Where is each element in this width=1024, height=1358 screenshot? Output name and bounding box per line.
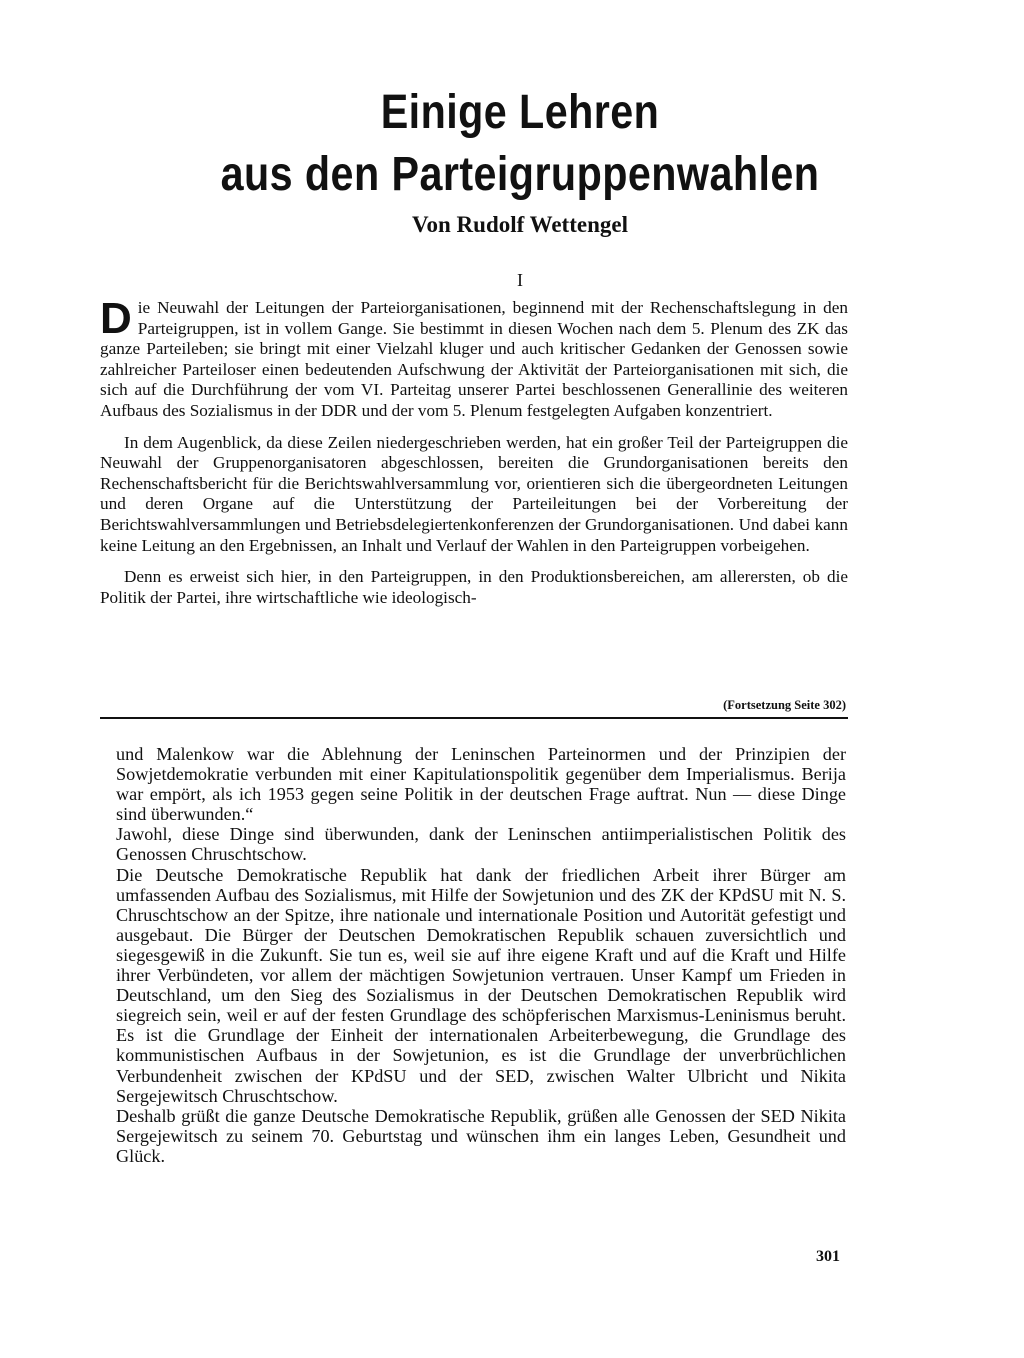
title-line-1: Einige Lehren — [380, 86, 660, 139]
title-line-2: aus den Parteigruppenwahlen — [220, 148, 820, 201]
continuation-paragraph-2: Jawohl, diese Dinge sind überwunden, dank der Leninschen antiimperialistischen Politik des Genossen Chruschtschow. — [116, 824, 846, 865]
author-byline: Von Rudolf Wettengel — [412, 212, 628, 237]
section-divider — [100, 717, 848, 719]
paragraph-1-text: ie Neuwahl der Leitungen der Parteiorganisationen, beginnend mit der Rechenschaftslegung in den Parteigruppen, ist in vollem Gange. Sie bestimmt in diesen Wochen nach dem 5. Plenum des ZK das ganze Parteileben; sie bringt mit einer Vielzahl kluger und auch kritischer Gedanken der Genossen sowie zahlreicher Parteiloser einen bedeutenden Aufschwung der Aktivität der Parteiorganisationen mit sich, die sich auf die Durchführung der vom VI. Parteitag unserer Partei beschlossenen Generallinie des weiteren Aufbaus des Sozialismus in der DDR und der vom 5. Plenum festgelegten Aufgaben konzentriert. — [100, 298, 848, 420]
continued-note: (Fortsetzung Seite 302) — [723, 698, 846, 712]
drop-cap: D — [100, 294, 132, 343]
section-number: I — [517, 270, 523, 290]
article-body — [100, 294, 848, 619]
article-title — [150, 82, 890, 206]
article-paragraph-1 — [100, 294, 848, 422]
continuation-paragraph-4: Deshalb grüßt die ganze Deutsche Demokratische Republik, grüßen alle Genossen der SED Nikita Sergejewitsch zu seinem 70. Geburtstag und wünschen ihm ein langes Leben, Gesundheit und Glück. — [116, 1105, 846, 1166]
continuation-paragraph-3: Die Deutsche Demokratische Republik hat dank der friedlichen Arbeit ihrer Bürger am umfassenden Aufbau des Sozialismus, mit Hilfe der Sowjetunion und des ZK der KPdSU mit N. S. Chruschtschow an der Spitze, ihre nationale und internationale Position und Autorität gefestigt und ausgebaut. Die Bürger der Deutschen Demokratischen Republik schauen zuversichtlich und siegesgewiß in die Zukunft. Sie tun es, weil sie auf ihre eigene Kraft und auf die Kraft und Hilfe ihrer Verbündeten, vor allem der mächtigen Sowjetunion vertrauen. Unser Kampf um Frieden in Deutschland, um den Sieg des Sozialismus in der Deutschen Demokratischen Republik wird siegreich sein, weil er auf der festen Grundlage des schöpferischen Marxismus-Leninismus beruht. Es ist die Grundlage der Einheit der internationalen Arbeiterbewegung, die Grundlage des kommunistischen Aufbaus in der Sowjetunion, es ist die Grundlage der unverbrüchlichen Verbundenheit zwischen der KPdSU und der SED, zwischen Walter Ulbricht und Nikita Sergejewitsch Chruschtschow. — [116, 864, 846, 1106]
article-paragraph-3: Denn es erweist sich hier, in den Parteigruppen, in den Produktionsbereichen, am allerersten, ob die Politik der Partei, ihre wirtschaftliche wie ideologisch- — [100, 567, 848, 607]
continuation-paragraph-1: und Malenkow war die Ablehnung der Leninschen Parteinormen und der Prinzipien der Sowjetdemokratie verbunden mit einer Kapitulationspolitik gegenüber dem Imperialismus. Berija war empört, als ich 1953 gegen seine Politik in der deutschen Frage auftrat. Nun — diese Dinge sind überwunden.“ — [116, 744, 846, 825]
article-paragraph-2: In dem Augenblick, da diese Zeilen niedergeschrieben werden, hat ein großer Teil der Parteigruppen die Neuwahl der Gruppenorganisatoren abgeschlossen, bereiten die Grundorganisationen bereits den Rechenschaftsbericht für die Berichtswahlversammlung vor, orientieren sich die übergeordneten Leitungen und deren Organe auf die Unterstützung der Parteileitungen bei der Vorbereitung der Berichtswahlversammlungen und Betriebsdelegiertenkonferenzen der Grundorganisationen. Und dabei kann keine Leitung an den Ergebnissen, an Inhalt und Verlauf der Wahlen in den Parteigruppen vorbeigehen. — [100, 432, 848, 555]
page-number: 301 — [816, 1248, 840, 1265]
continuation-body — [116, 744, 846, 1166]
